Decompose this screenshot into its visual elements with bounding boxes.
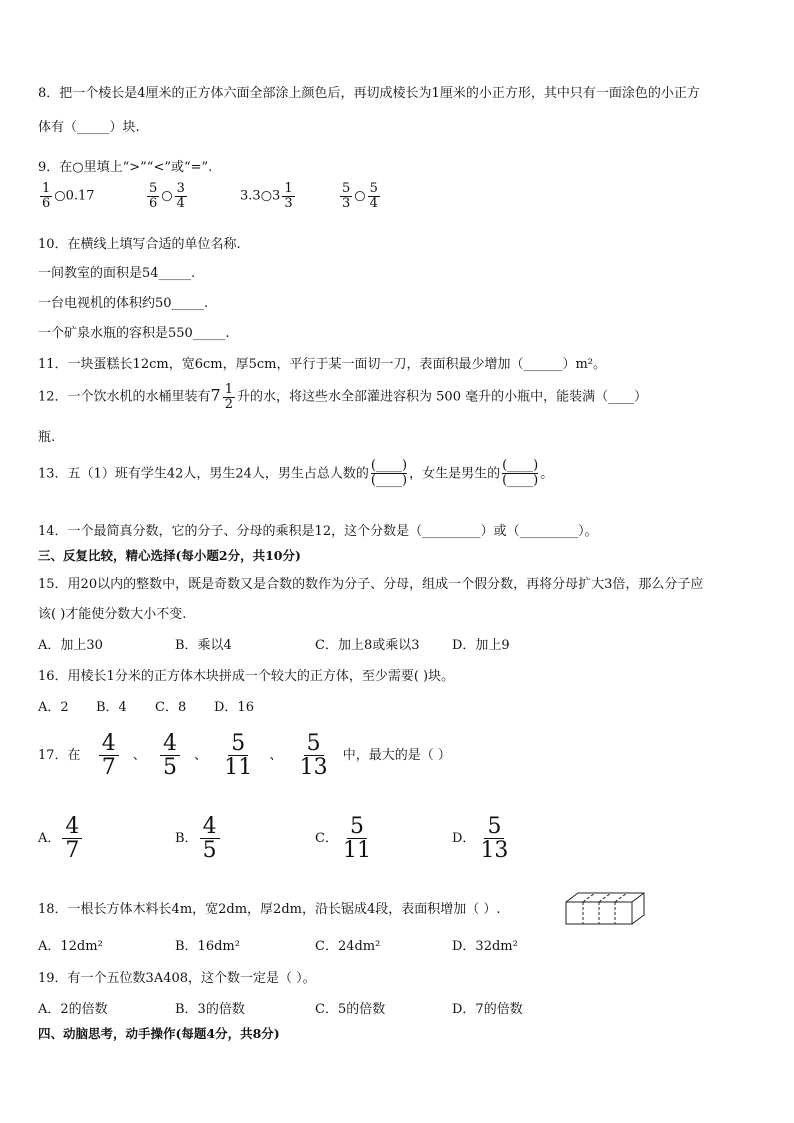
q12-line1: 12．一个饮水机的水桶里装有7 $\frac{1}{2}$ 升的水，将这些水全部灌进容积为 500 毫升的小瓶中，能装满（____） xyxy=(38,382,648,412)
fraction: $\frac{4}{5}$ xyxy=(200,815,220,862)
q15-option-b: B．乘以4 xyxy=(175,638,232,653)
q10-text: 10．在横线上填写合适的单位名称. xyxy=(38,237,241,252)
q15-line2: 该( )才能使分数大小不变. xyxy=(38,607,187,622)
q15-option-c: C．加上8或乘以3 xyxy=(315,638,420,653)
q15-option-d: D．加上9 xyxy=(452,638,510,653)
q13-text: 13．五（1）班有学生42人，男生24人，男生占总人数的 $\frac{(\_\_\_\_)}{(\_\_\_\_)}$ ，女生是男生的 $\frac{(\_\_\_\_)}{(\_\_\_\_)}$ 。 xyxy=(38,458,554,489)
q18-option-c: C．24dm² xyxy=(315,939,381,954)
q18-option-a: A．12dm² xyxy=(38,939,103,954)
q16-option-c: C．8 xyxy=(155,700,187,715)
q19-option-c: C．5的倍数 xyxy=(315,1002,386,1017)
fraction: $\frac{3}{4}$ xyxy=(176,181,185,211)
q17-option-a: A． $\frac{4}{7}$ xyxy=(38,815,84,862)
q10-line2: 一台电视机的体积约50_____. xyxy=(38,296,209,311)
fraction: $\frac{5}{11}$ xyxy=(224,731,253,781)
fraction: $\frac{1}{6}$ xyxy=(42,181,51,211)
fraction: $\frac{4}{7}$ xyxy=(99,732,119,779)
q17-option-d: D． $\frac{5}{13}$ xyxy=(452,815,513,862)
q12-line2: 瓶. xyxy=(38,430,56,445)
q9-item-1: $\frac{1}{6}$ ○0.17 xyxy=(42,181,95,211)
q10-line3: 一个矿泉水瓶的容积是550_____. xyxy=(38,326,230,341)
fraction: $\frac{5}{4}$ xyxy=(369,181,378,211)
fraction: $\frac{5}{6}$ xyxy=(149,181,158,211)
q18-text: 18．一根长方体木料长4m，宽2dm，厚2dm，沿长锯成4段，表面积增加（ ）. xyxy=(38,902,501,917)
q11-text: 11．一块蛋糕长12cm，宽6cm，厚5cm，平行于某一面切一刀，表面积最少增加（______）m²。 xyxy=(38,357,606,372)
fraction: $\frac{1}{3}$ xyxy=(284,181,293,211)
q17-option-c: C． $\frac{5}{11}$ xyxy=(315,815,376,862)
section-4-heading: 四、动脑思考，动手操作(每题4分，共8分) xyxy=(38,1026,280,1041)
q18-option-b: B．16dm² xyxy=(175,939,240,954)
fraction: $\frac{4}{7}$ xyxy=(62,815,82,862)
q16-text: 16．用棱长1分米的正方体木块拼成一个较大的正方体，至少需要( )块。 xyxy=(38,669,455,684)
fraction: $\frac{1}{2}$ xyxy=(224,382,234,412)
q9-item-3: 3.3○3 $\frac{1}{3}$ xyxy=(240,181,293,211)
q19-option-d: D．7的倍数 xyxy=(452,1002,523,1017)
q15-option-a: A．加上30 xyxy=(38,638,103,653)
q8-line2: 体有（_____）块. xyxy=(38,120,140,135)
q19-text: 19．有一个五位数3A408，这个数一定是（ ）。 xyxy=(38,971,316,986)
q17-text: 17．在 $\frac{4}{7}$ 、 $\frac{4}{5}$ 、 $\frac{5}{11}$ 、 $\frac{5}{13}$ 中，最大的是（ ） xyxy=(38,731,451,781)
fraction: $\frac{5}{13}$ xyxy=(480,814,509,864)
fraction: $\frac{4}{5}$ xyxy=(160,732,180,779)
q15-line1: 15．用20以内的整数中，既是奇数又是合数的数作为分子、分母，组成一个假分数，再将分母扩大3倍，那么分子应 xyxy=(38,577,704,592)
q9-text: 9．在○里填上“>”“<”或“=”. xyxy=(38,160,213,175)
q9-item-2: $\frac{5}{6}$ ○ $\frac{3}{4}$ xyxy=(149,181,185,211)
q8-line1: 8．把一个棱长是4厘米的正方体六面全部涂上颜色后，再切成棱长为1厘米的小正方形，其中只有一面涂色的小正方 xyxy=(38,86,700,101)
q14-text: 14．一个最简真分数，它的分子、分母的乘积是12，这个分数是（_________）或（_________）。 xyxy=(38,524,598,539)
q16-option-b: B．4 xyxy=(96,700,127,715)
q16-option-d: D．16 xyxy=(214,700,254,715)
q19-option-b: B．3的倍数 xyxy=(175,1002,245,1017)
fraction: $\frac{5}{3}$ xyxy=(342,181,351,211)
fraction: $\frac{5}{11}$ xyxy=(342,814,371,864)
fraction: $\frac{5}{13}$ xyxy=(299,731,328,781)
cuboid-figure xyxy=(565,892,647,926)
q18-option-d: D．32dm² xyxy=(452,939,518,954)
q16-option-a: A．2 xyxy=(38,700,69,715)
blank-fraction: $\frac{(\_\_\_\_)}{(\_\_\_\_)}$ xyxy=(502,458,539,489)
q19-option-a: A．2的倍数 xyxy=(38,1002,108,1017)
q9-item-4: $\frac{5}{3}$ ○ $\frac{5}{4}$ xyxy=(342,181,378,211)
q17-option-b: B． $\frac{4}{5}$ xyxy=(175,815,222,862)
section-3-heading: 三、反复比较，精心选择(每小题2分，共10分) xyxy=(38,548,301,563)
q10-line1: 一间教室的面积是54_____. xyxy=(38,266,196,281)
blank-fraction: $\frac{(\_\_\_\_)}{(\_\_\_\_)}$ xyxy=(370,458,408,489)
